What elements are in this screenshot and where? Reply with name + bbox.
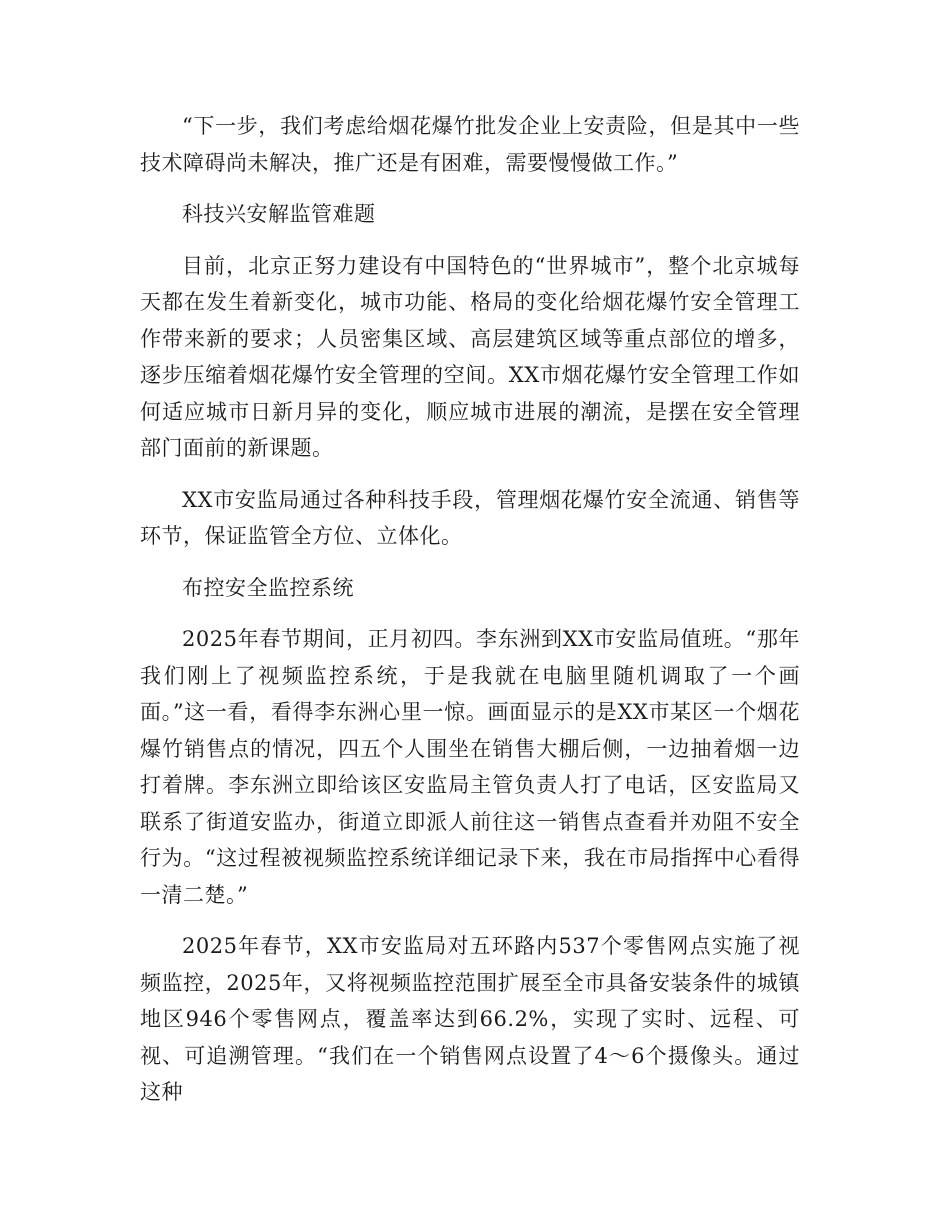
paragraph-3: XX市安监局通过各种科技手段，管理烟花爆竹安全流通、销售等环节，保证监管全方位、立体化。 (140, 487, 800, 548)
paragraph-1: “下一步，我们考虑给烟花爆竹批发企业上安责险，但是其中一些技术障碍尚未解决，推广还是有困难，需要慢慢做工作。” (140, 114, 800, 175)
paragraph-2: 目前，北京正努力建设有中国特色的“世界城市”，整个北京城每天都在发生着新变化，城市功能、格局的变化给烟花爆竹安全管理工作带来新的要求；人员密集区域、高层建筑区域等重点部位的增多，逐步压缩着烟花爆竹安全管理的空间。XX市烟花爆竹安全管理工作如何适应城市日新月异的变化，顺应城市进展的潮流，是摆在安全管理部门面前的新课题。 (140, 253, 800, 460)
document-body (140, 108, 800, 1126)
section-heading-tech: 科技兴安解监管难题 (182, 202, 376, 226)
section-heading-monitoring: 布控安全监控系统 (182, 575, 354, 600)
paragraph-4: 2025年春节期间，正月初四。李东洲到XX市安监局值班。“那年我们刚上了视频监控系统，于是我就在电脑里随机调取了一个画面。”这一看，看得李东洲心里一惊。画面显示的是XX市某区一个烟花爆竹销售点的情况，四五个人围坐在销售大棚后侧，一边抽着烟一边打着牌。李东洲立即给该区安监局主管负责人打了电话，区安监局又联系了街道安监办，街道立即派人前往这一销售点查看并劝阻不安全行为。“这过程被视频监控系统详细记录下来，我在市局指挥中心看得一清二楚。” (140, 627, 800, 907)
paragraph-5: 2025年春节，XX市安监局对五环路内537个零售网点实施了视频监控，2025年，又将视频监控范围扩展至全市具备安装条件的城镇地区946个零售网点，覆盖率达到66.2%，实现了实时、远程、可视、可追溯管理。“我们在一个销售网点设置了4～6个摄像头。通过这种 (140, 934, 800, 1104)
